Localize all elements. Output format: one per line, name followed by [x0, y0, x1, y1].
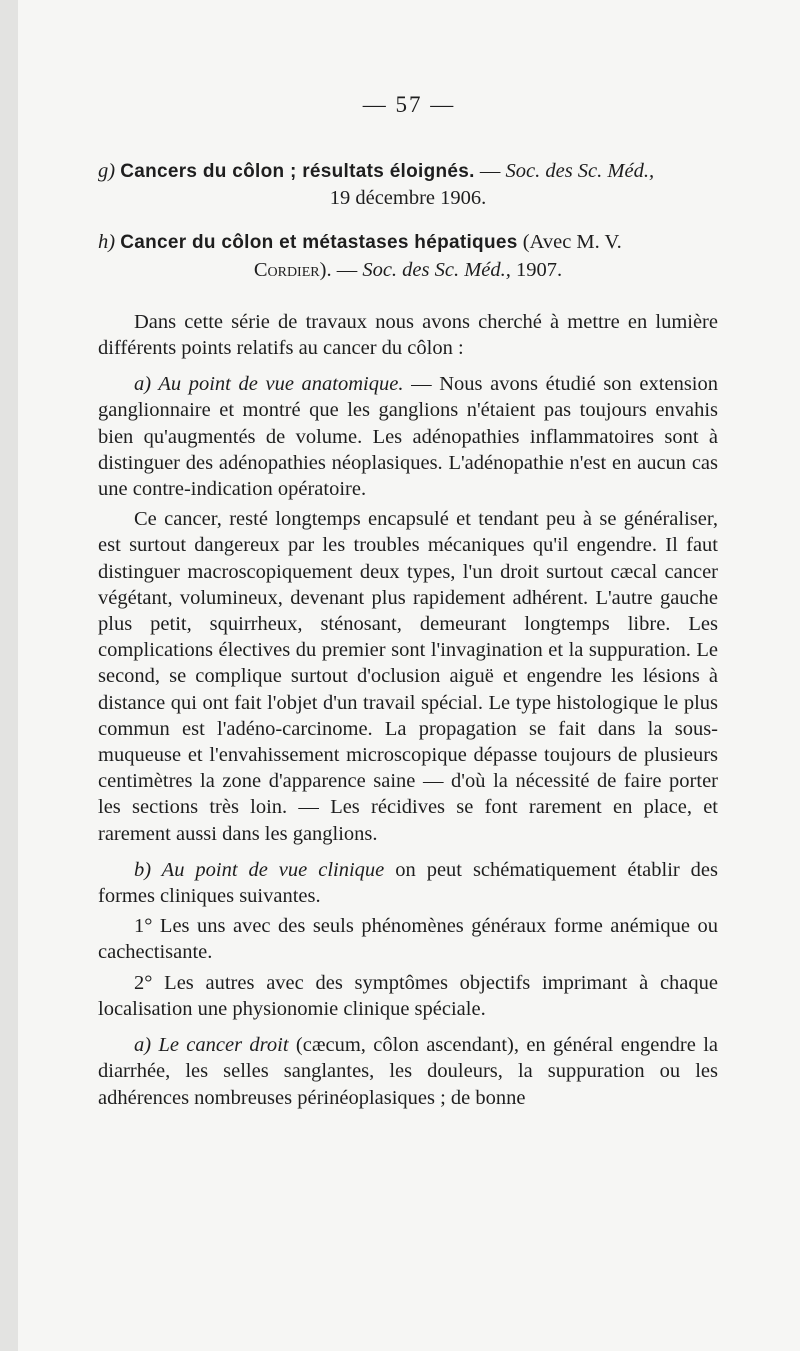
reference-g-dash: — — [474, 160, 506, 182]
paragraph-cancer-droit — [98, 1032, 718, 1111]
reference-h-author-post: ). — — [319, 258, 363, 281]
reference-g-source: Soc. des Sc. Méd., — [505, 160, 655, 182]
paragraph-anatomique — [98, 371, 718, 502]
reference-h — [98, 229, 718, 282]
reference-h-heading — [98, 229, 718, 256]
reference-g — [98, 158, 718, 211]
page-number: — 57 — — [362, 92, 456, 117]
cancer-droit-text: (cæcum, côlon ascendant), en général engendre la diarrhée, les selles sanglantes, les douleurs, la suppuration ou les adhérences nombreuses périnéoplasiques ; de bonne — [98, 1034, 718, 1109]
page-body — [98, 158, 718, 1115]
reference-h-author-pre: (Avec M. V. — [517, 231, 622, 254]
clinique-text: on peut schématiquement établir des formes cliniques suivantes. — [98, 858, 719, 908]
anatomique-text: — Nous avons étudié son extension ganglionnaire et montré que les ganglions n'étaient pas toujours envahis bien qu'augmentés de volume. Les adénopathies inflammatoires sont à distinguer des adénopathies néoplasiques. L'adénopathie n'est en aucun cas une contre-indication opératoire. — [98, 373, 718, 501]
cancer-droit-label: a) Le cancer droit — [134, 1034, 289, 1057]
paragraph-item-1: 1° Les uns avec des seuls phénomènes généraux forme anémique ou cachectisante. — [98, 915, 718, 964]
reference-g-date: 19 décembre 1906. — [329, 187, 487, 210]
reference-h-title: Cancer du côlon et métastases hépatiques — [120, 232, 518, 254]
reference-h-author: Cordier — [253, 258, 320, 281]
reference-h-continuation — [98, 257, 718, 283]
reference-g-heading — [98, 158, 718, 185]
reference-h-year: 1907. — [510, 258, 563, 281]
paragraph-intro: Dans cette série de travaux nous avons cherché à mettre en lumière différents points relatifs au cancer du côlon : — [98, 310, 718, 360]
paragraph-clinique — [98, 857, 718, 909]
paragraph-cancer: Ce cancer, resté longtemps encapsulé et tendant peu à se généraliser, est surtout dangereux par les troubles mécaniques qu'il engendre. Il faut distinguer macroscopiquement deux types, l'un droit surtout cæcal cancer végétant, volumineux, devenant plus rapidement adhérent. L'autre gauche plus petit, squirrheux, sténosant, demeurant longtemps libre. Les complications électives du premier sont l'invagination et la suppuration. Le second, se complique surtout d'oclusion aiguë et engendre les lésions à distance qui ont fait l'objet d'un travail spécial. Le type histologique le plus commun est l'adéno-carcinome. La propagation se fait dans la sous-muqueuse et l'envahissement microscopique dépasse toujours de plusieurs centimètres la zone d'apparence saine — d'où la nécessité de faire porter les sections très loin. — Les récidives se font rarement en place, et rarement aussi dans les ganglions. — [98, 508, 718, 845]
paragraph-item-2: 2° Les autres avec des symptômes objectifs imprimant à chaque localisation une physionomie clinique spéciale. — [98, 971, 718, 1020]
reference-g-title: Cancers du côlon ; résultats éloignés. — [120, 161, 475, 182]
reference-h-letter: h) — [98, 231, 116, 254]
reference-g-letter: g) — [98, 160, 116, 182]
clinique-label: b) Au point de vue clinique — [134, 858, 385, 881]
anatomique-label: a) Au point de vue anatomique. — [134, 373, 404, 396]
reference-h-source: Soc. des Sc. Méd., — [362, 258, 511, 281]
